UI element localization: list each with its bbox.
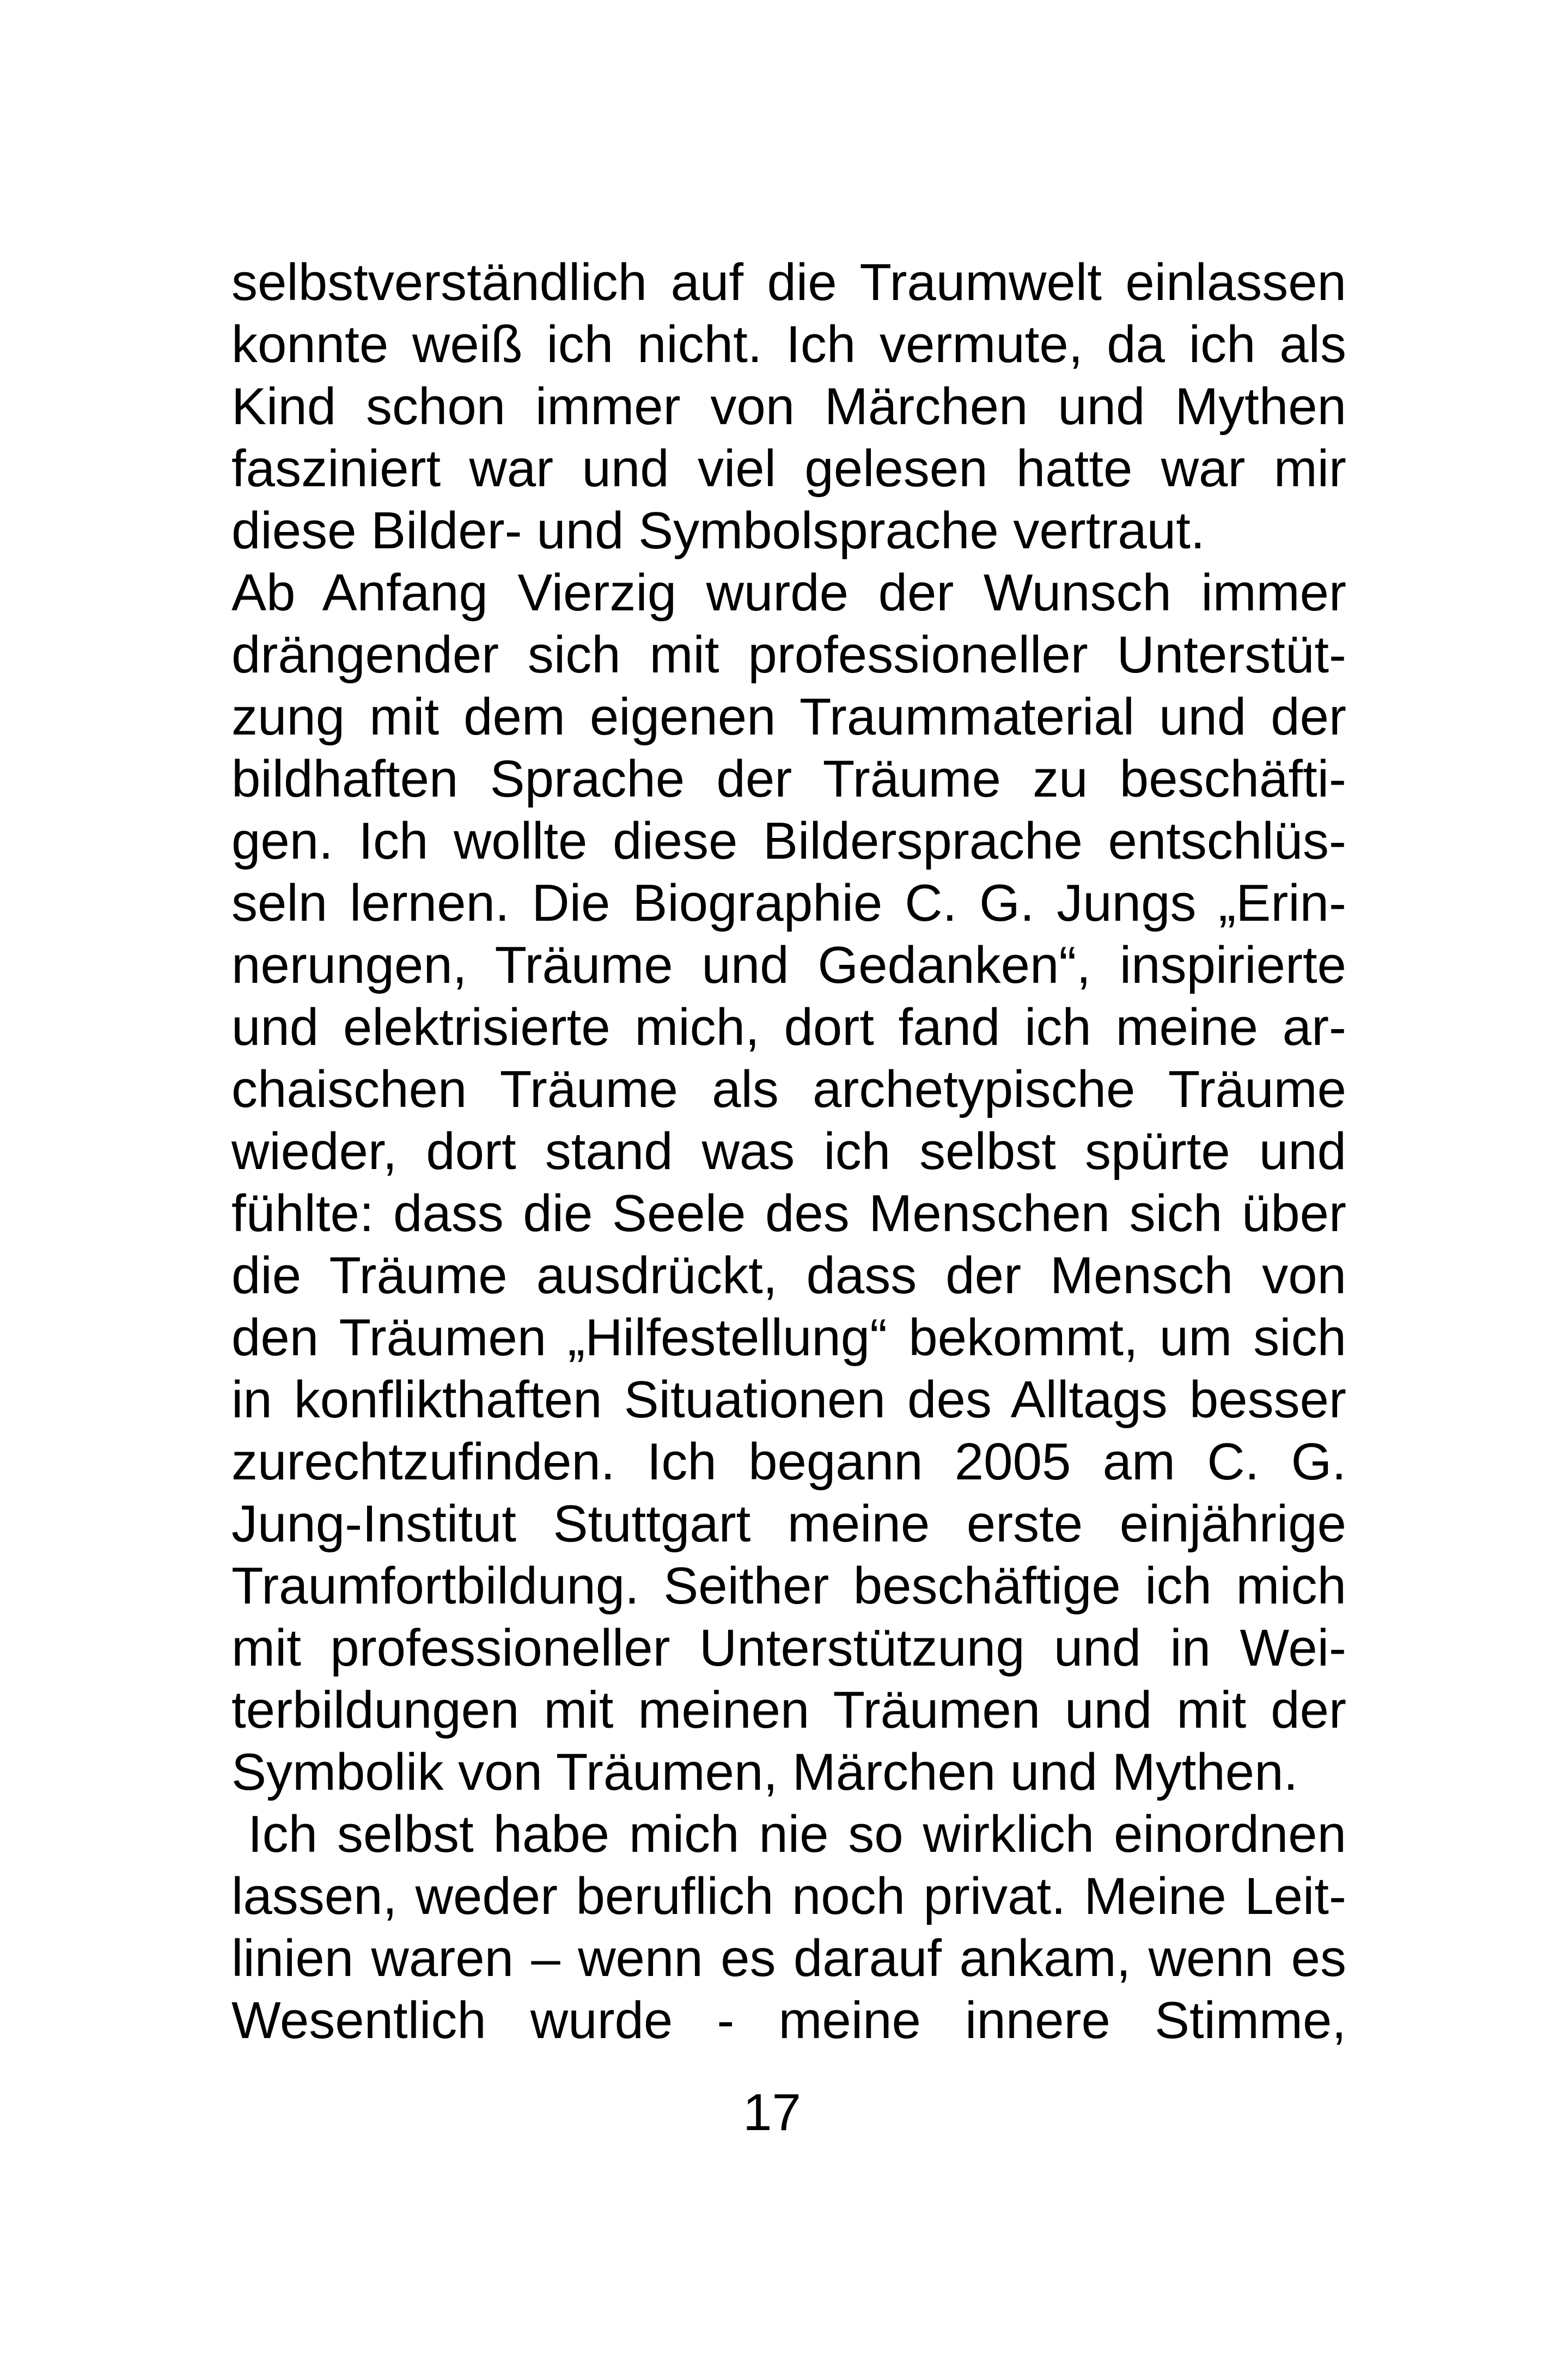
text-line: chaischen Träume als archetypische Träume [231,1060,1346,1118]
text-line: die Träume ausdrückt, dass der Mensch von [231,1246,1346,1305]
text-line: bildhaften Sprache der Träume zu beschäfti- [231,750,1346,808]
text-line: Ich selbst habe mich nie so wirklich einordnen [248,1805,1346,1863]
text-line: mit professioneller Unterstützung und in Wei- [231,1619,1346,1677]
text-line: gen. Ich wollte diese Bildersprache entschlüs- [231,812,1346,870]
text-line: wieder, dort stand was ich selbst spürte und [231,1122,1346,1180]
text-line: drängender sich mit professioneller Unterstüt- [231,626,1346,684]
text-line: fasziniert war und viel gelesen hatte war mir [231,439,1346,498]
text-line: Ab Anfang Vierzig wurde der Wunsch immer [231,564,1346,622]
text-line: zurechtzufinden. Ich begann 2005 am C. G. [231,1433,1346,1491]
text-line: selbstverständlich auf die Traumwelt einlassen [231,253,1346,311]
text-line: Symbolik von Träumen, Märchen und Mythen. [231,1743,1298,1801]
text-line: diese Bilder- und Symbolsprache vertraut. [231,501,1205,560]
text-line: lassen, weder beruflich noch privat. Meine Leit- [231,1867,1346,1925]
text-line: in konflikthaften Situationen des Alltags besser [231,1371,1346,1429]
text-line: terbildungen mit meinen Träumen und mit der [231,1681,1346,1739]
text-line: konnte weiß ich nicht. Ich vermute, da ich als [231,315,1346,374]
text-line: nerungen, Träume und Gedanken“, inspirierte [231,936,1346,994]
page-number: 17 [743,2083,801,2142]
text-line: Kind schon immer von Märchen und Mythen [231,377,1346,436]
text-line: den Träumen „Hilfestellung“ bekommt, um sich [231,1308,1346,1367]
text-line: und elektrisierte mich, dort fand ich meine ar- [231,998,1346,1056]
text-line: fühlte: dass die Seele des Menschen sich über [231,1184,1346,1243]
text-line: zung mit dem eigenen Traummaterial und der [231,688,1346,746]
body-text [231,252,1346,2052]
text-line: Wesentlich wurde - meine innere Stimme, [231,1991,1346,2049]
text-line: Jung-Institut Stuttgart meine erste einjährige [231,1495,1346,1553]
text-line: Traumfortbildung. Seither beschäftige ich mich [231,1557,1346,1615]
text-line: seln lernen. Die Biographie C. G. Jungs „Erin- [231,874,1346,932]
text-line: linien waren – wenn es darauf ankam, wenn es [231,1929,1346,1987]
